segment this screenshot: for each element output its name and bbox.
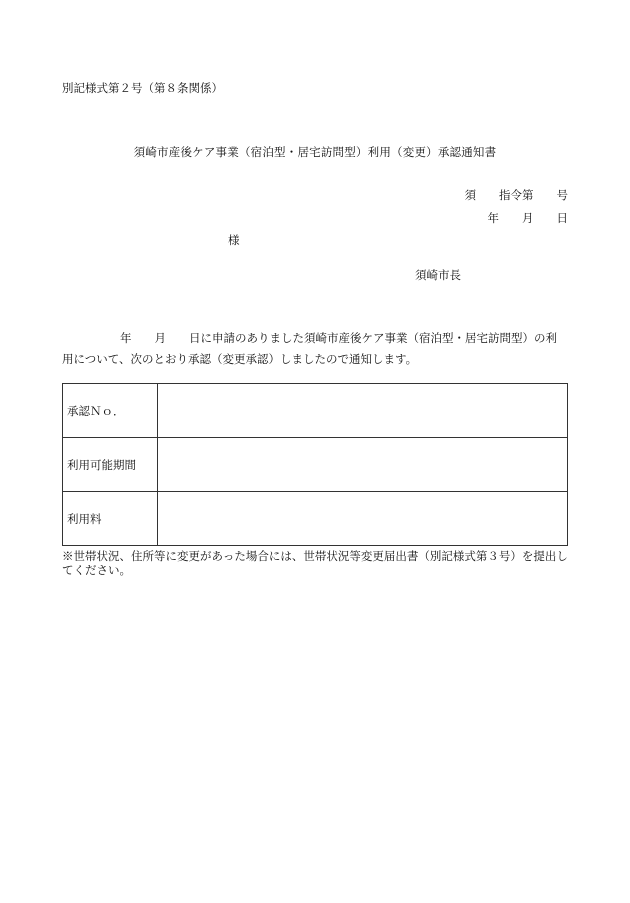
addressee-suffix: 様	[228, 233, 240, 247]
issuer-name: 須崎市長	[415, 268, 461, 282]
approval-info-table	[62, 383, 568, 546]
document-title: 須崎市産後ケア事業（宿泊型・居宅訪問型）利用（変更）承認通知書	[133, 145, 497, 159]
table-cell-label: 利用料	[63, 492, 158, 546]
body-paragraph-text: 年 月 日に申請のありました須崎市産後ケア事業（宿泊型・居宅訪問型）の利用について、次のとおり承認（変更承認）しましたので通知します。	[62, 331, 557, 366]
table-cell-value	[158, 384, 568, 438]
form-label: 別記様式第２号（第８条関係）	[62, 81, 223, 95]
document-number: 須 指令第 号	[464, 188, 568, 202]
table-row	[63, 384, 568, 438]
document-date: 年 月 日	[487, 211, 568, 225]
table-cell-value	[158, 438, 568, 492]
table-row	[63, 438, 568, 492]
table-cell-value	[158, 492, 568, 546]
footnote: ※世帯状況、住所等に変更があった場合には、世帯状況等変更届出書（別記様式第３号）を提出してください。	[62, 549, 568, 577]
body-paragraph	[62, 328, 568, 370]
table-row	[63, 492, 568, 546]
table-cell-label: 承認Ｎｏ．	[63, 384, 158, 438]
table-cell-label: 利用可能期間	[63, 438, 158, 492]
